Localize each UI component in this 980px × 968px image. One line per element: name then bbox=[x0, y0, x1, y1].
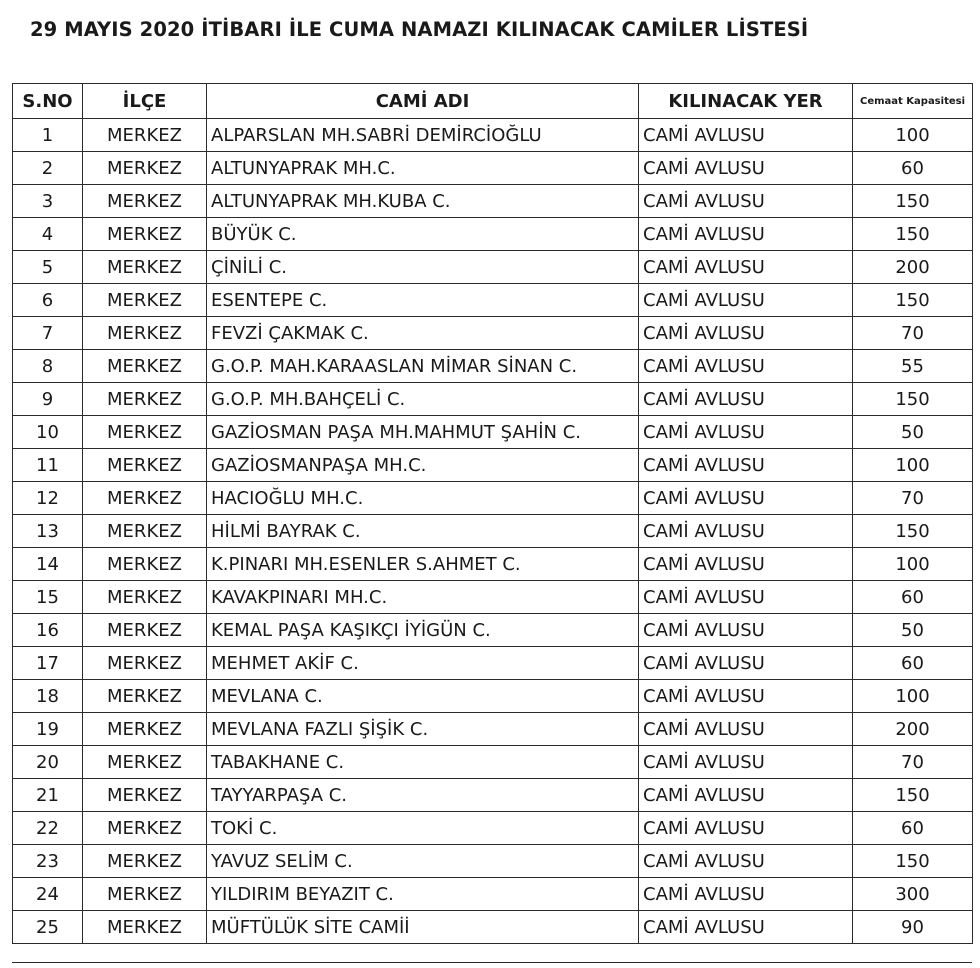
cell-prayer-location: CAMİ AVLUSU bbox=[639, 515, 853, 548]
header-sno: S.NO bbox=[13, 84, 83, 119]
cell-capacity: 70 bbox=[853, 482, 973, 515]
cell-capacity: 100 bbox=[853, 449, 973, 482]
cell-district: MERKEZ bbox=[83, 251, 207, 284]
cell-district: MERKEZ bbox=[83, 713, 207, 746]
cell-district: MERKEZ bbox=[83, 548, 207, 581]
header-district: İLÇE bbox=[83, 84, 207, 119]
cell-sno: 21 bbox=[13, 779, 83, 812]
cell-sno: 20 bbox=[13, 746, 83, 779]
cell-capacity: 90 bbox=[853, 911, 973, 944]
cell-prayer-location: CAMİ AVLUSU bbox=[639, 746, 853, 779]
table-row bbox=[13, 284, 973, 317]
cell-mosque-name: TOKİ C. bbox=[207, 812, 639, 845]
table-row bbox=[13, 581, 973, 614]
header-mosque-name: CAMİ ADI bbox=[207, 84, 639, 119]
table-row bbox=[13, 350, 973, 383]
cell-mosque-name: ÇİNİLİ C. bbox=[207, 251, 639, 284]
mosque-list-table bbox=[12, 83, 973, 944]
cell-prayer-location: CAMİ AVLUSU bbox=[639, 581, 853, 614]
cell-mosque-name: YAVUZ SELİM C. bbox=[207, 845, 639, 878]
cell-mosque-name: GAZİOSMANPAŞA MH.C. bbox=[207, 449, 639, 482]
cell-prayer-location: CAMİ AVLUSU bbox=[639, 350, 853, 383]
cell-capacity: 200 bbox=[853, 713, 973, 746]
cell-mosque-name: TAYYARPAŞA C. bbox=[207, 779, 639, 812]
cell-district: MERKEZ bbox=[83, 680, 207, 713]
cell-district: MERKEZ bbox=[83, 911, 207, 944]
table-header-row bbox=[13, 84, 973, 119]
cell-prayer-location: CAMİ AVLUSU bbox=[639, 185, 853, 218]
cell-capacity: 50 bbox=[853, 614, 973, 647]
cell-capacity: 60 bbox=[853, 152, 973, 185]
table-row bbox=[13, 383, 973, 416]
cell-sno: 8 bbox=[13, 350, 83, 383]
cell-capacity: 200 bbox=[853, 251, 973, 284]
cell-district: MERKEZ bbox=[83, 185, 207, 218]
cell-capacity: 70 bbox=[853, 746, 973, 779]
cell-district: MERKEZ bbox=[83, 218, 207, 251]
table-row bbox=[13, 482, 973, 515]
cell-mosque-name: G.O.P. MAH.KARAASLAN MİMAR SİNAN C. bbox=[207, 350, 639, 383]
cell-mosque-name: ALTUNYAPRAK MH.KUBA C. bbox=[207, 185, 639, 218]
cell-sno: 5 bbox=[13, 251, 83, 284]
cell-prayer-location: CAMİ AVLUSU bbox=[639, 812, 853, 845]
cell-prayer-location: CAMİ AVLUSU bbox=[639, 680, 853, 713]
cell-sno: 9 bbox=[13, 383, 83, 416]
cell-sno: 24 bbox=[13, 878, 83, 911]
cell-mosque-name: KAVAKPINARI MH.C. bbox=[207, 581, 639, 614]
cell-capacity: 150 bbox=[853, 218, 973, 251]
table-row bbox=[13, 119, 973, 152]
table-row bbox=[13, 647, 973, 680]
cell-prayer-location: CAMİ AVLUSU bbox=[639, 878, 853, 911]
cell-prayer-location: CAMİ AVLUSU bbox=[639, 284, 853, 317]
cell-mosque-name: KEMAL PAŞA KAŞIKÇI İYİGÜN C. bbox=[207, 614, 639, 647]
cell-district: MERKEZ bbox=[83, 845, 207, 878]
table-row bbox=[13, 515, 973, 548]
cell-district: MERKEZ bbox=[83, 812, 207, 845]
cell-mosque-name: MEVLANA C. bbox=[207, 680, 639, 713]
table-row bbox=[13, 548, 973, 581]
cell-sno: 3 bbox=[13, 185, 83, 218]
cell-district: MERKEZ bbox=[83, 119, 207, 152]
cell-mosque-name: HACIOĞLU MH.C. bbox=[207, 482, 639, 515]
cell-capacity: 150 bbox=[853, 515, 973, 548]
cell-district: MERKEZ bbox=[83, 317, 207, 350]
cell-district: MERKEZ bbox=[83, 581, 207, 614]
cell-district: MERKEZ bbox=[83, 482, 207, 515]
cell-capacity: 50 bbox=[853, 416, 973, 449]
cell-sno: 7 bbox=[13, 317, 83, 350]
table-row bbox=[13, 614, 973, 647]
cell-mosque-name: TABAKHANE C. bbox=[207, 746, 639, 779]
cell-district: MERKEZ bbox=[83, 152, 207, 185]
cell-mosque-name: GAZİOSMAN PAŞA MH.MAHMUT ŞAHİN C. bbox=[207, 416, 639, 449]
cell-capacity: 150 bbox=[853, 383, 973, 416]
cell-sno: 14 bbox=[13, 548, 83, 581]
cell-prayer-location: CAMİ AVLUSU bbox=[639, 152, 853, 185]
cell-prayer-location: CAMİ AVLUSU bbox=[639, 614, 853, 647]
cell-mosque-name: YILDIRIM BEYAZIT C. bbox=[207, 878, 639, 911]
cell-district: MERKEZ bbox=[83, 647, 207, 680]
cell-prayer-location: CAMİ AVLUSU bbox=[639, 416, 853, 449]
cell-capacity: 70 bbox=[853, 317, 973, 350]
table-body bbox=[13, 119, 973, 944]
cell-mosque-name: K.PINARI MH.ESENLER S.AHMET C. bbox=[207, 548, 639, 581]
cell-prayer-location: CAMİ AVLUSU bbox=[639, 383, 853, 416]
cell-capacity: 100 bbox=[853, 680, 973, 713]
cell-prayer-location: CAMİ AVLUSU bbox=[639, 119, 853, 152]
cell-prayer-location: CAMİ AVLUSU bbox=[639, 251, 853, 284]
cell-mosque-name: FEVZİ ÇAKMAK C. bbox=[207, 317, 639, 350]
cell-sno: 19 bbox=[13, 713, 83, 746]
cell-mosque-name: ALTUNYAPRAK MH.C. bbox=[207, 152, 639, 185]
cell-mosque-name: BÜYÜK C. bbox=[207, 218, 639, 251]
cell-sno: 4 bbox=[13, 218, 83, 251]
cell-capacity: 150 bbox=[853, 185, 973, 218]
cell-district: MERKEZ bbox=[83, 383, 207, 416]
cell-sno: 23 bbox=[13, 845, 83, 878]
cell-prayer-location: CAMİ AVLUSU bbox=[639, 911, 853, 944]
cell-mosque-name: MEVLANA FAZLI ŞİŞİK C. bbox=[207, 713, 639, 746]
cell-sno: 2 bbox=[13, 152, 83, 185]
cell-district: MERKEZ bbox=[83, 746, 207, 779]
cell-sno: 1 bbox=[13, 119, 83, 152]
table-row bbox=[13, 713, 973, 746]
cell-sno: 11 bbox=[13, 449, 83, 482]
cell-sno: 18 bbox=[13, 680, 83, 713]
table-row bbox=[13, 812, 973, 845]
cell-sno: 12 bbox=[13, 482, 83, 515]
cell-prayer-location: CAMİ AVLUSU bbox=[639, 845, 853, 878]
header-capacity: Cemaat Kapasitesi bbox=[853, 84, 973, 119]
cell-mosque-name: HİLMİ BAYRAK C. bbox=[207, 515, 639, 548]
cell-capacity: 100 bbox=[853, 548, 973, 581]
table-row bbox=[13, 878, 973, 911]
cell-district: MERKEZ bbox=[83, 449, 207, 482]
table-row bbox=[13, 845, 973, 878]
cell-sno: 17 bbox=[13, 647, 83, 680]
table-row bbox=[13, 152, 973, 185]
table-row bbox=[13, 185, 973, 218]
cell-prayer-location: CAMİ AVLUSU bbox=[639, 317, 853, 350]
cell-mosque-name: ESENTEPE C. bbox=[207, 284, 639, 317]
cell-prayer-location: CAMİ AVLUSU bbox=[639, 482, 853, 515]
cell-mosque-name: ALPARSLAN MH.SABRİ DEMİRCİOĞLU bbox=[207, 119, 639, 152]
header-prayer-location: KILINACAK YER bbox=[639, 84, 853, 119]
cell-capacity: 60 bbox=[853, 647, 973, 680]
cell-prayer-location: CAMİ AVLUSU bbox=[639, 548, 853, 581]
cell-capacity: 60 bbox=[853, 812, 973, 845]
cell-sno: 13 bbox=[13, 515, 83, 548]
cell-capacity: 60 bbox=[853, 581, 973, 614]
table-row bbox=[13, 317, 973, 350]
cell-sno: 25 bbox=[13, 911, 83, 944]
cell-district: MERKEZ bbox=[83, 350, 207, 383]
table-bottom-divider bbox=[12, 962, 972, 963]
table-row bbox=[13, 251, 973, 284]
cell-capacity: 150 bbox=[853, 779, 973, 812]
cell-capacity: 100 bbox=[853, 119, 973, 152]
cell-sno: 10 bbox=[13, 416, 83, 449]
cell-capacity: 55 bbox=[853, 350, 973, 383]
table-row bbox=[13, 779, 973, 812]
cell-district: MERKEZ bbox=[83, 614, 207, 647]
cell-prayer-location: CAMİ AVLUSU bbox=[639, 218, 853, 251]
table-row bbox=[13, 218, 973, 251]
cell-prayer-location: CAMİ AVLUSU bbox=[639, 779, 853, 812]
cell-sno: 15 bbox=[13, 581, 83, 614]
table-row bbox=[13, 449, 973, 482]
cell-district: MERKEZ bbox=[83, 284, 207, 317]
cell-mosque-name: MÜFTÜLÜK SİTE CAMİİ bbox=[207, 911, 639, 944]
page-title: 29 MAYIS 2020 İTİBARI İLE CUMA NAMAZI KILINACAK CAMİLER LİSTESİ bbox=[30, 18, 809, 41]
table-row bbox=[13, 911, 973, 944]
cell-sno: 22 bbox=[13, 812, 83, 845]
cell-mosque-name: G.O.P. MH.BAHÇELİ C. bbox=[207, 383, 639, 416]
cell-capacity: 300 bbox=[853, 878, 973, 911]
table-row bbox=[13, 746, 973, 779]
cell-district: MERKEZ bbox=[83, 515, 207, 548]
cell-district: MERKEZ bbox=[83, 779, 207, 812]
cell-district: MERKEZ bbox=[83, 416, 207, 449]
cell-sno: 16 bbox=[13, 614, 83, 647]
cell-mosque-name: MEHMET AKİF C. bbox=[207, 647, 639, 680]
cell-capacity: 150 bbox=[853, 845, 973, 878]
table-row bbox=[13, 680, 973, 713]
cell-district: MERKEZ bbox=[83, 878, 207, 911]
cell-prayer-location: CAMİ AVLUSU bbox=[639, 647, 853, 680]
table-row bbox=[13, 416, 973, 449]
cell-prayer-location: CAMİ AVLUSU bbox=[639, 449, 853, 482]
cell-sno: 6 bbox=[13, 284, 83, 317]
cell-capacity: 150 bbox=[853, 284, 973, 317]
cell-prayer-location: CAMİ AVLUSU bbox=[639, 713, 853, 746]
